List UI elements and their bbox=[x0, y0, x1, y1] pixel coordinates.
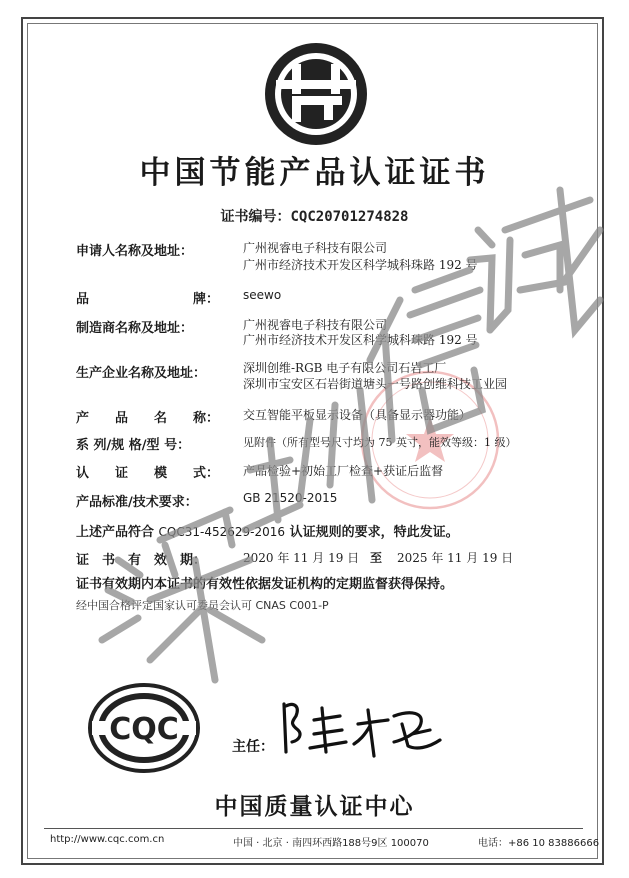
footer-divider bbox=[44, 828, 583, 829]
product-label: 产 品 名 称： bbox=[76, 411, 220, 426]
cqc-logo-text: CQC bbox=[109, 712, 179, 747]
product-value: 交互智能平板显示设备（具备显示器功能） bbox=[243, 408, 472, 422]
cqc-logo bbox=[88, 683, 200, 773]
validity-label: 证 书 有 效 期： bbox=[76, 553, 207, 568]
director-label: 主任： bbox=[232, 739, 274, 755]
factory-label: 生产企业名称及地址： bbox=[76, 366, 207, 381]
validity-from: 2020 年 11 月 19 日 bbox=[243, 551, 360, 565]
manufacturer-name: 广州视睿电子科技有限公司 bbox=[243, 318, 388, 332]
standard-label: 产品标准/技术要求： bbox=[76, 495, 198, 510]
cert-mode-label: 认 证 模 式： bbox=[76, 466, 220, 481]
footer-phone: 电话：+86 10 83886666 bbox=[478, 838, 600, 849]
brand-label: 品 牌： bbox=[76, 292, 220, 307]
conformity-prefix: 上述产品符合 bbox=[76, 525, 155, 540]
energy-saving-logo bbox=[262, 40, 370, 148]
manufacturer-address: 广州市经济技术开发区科学城科珠路 192 号 bbox=[243, 333, 478, 347]
manufacturer-label: 制造商名称及地址： bbox=[76, 321, 194, 336]
standard-value: GB 21520-2015 bbox=[243, 491, 338, 505]
model-label: 系 列/规 格/型 号： bbox=[76, 438, 191, 453]
cert-number-label: 证书编号： bbox=[220, 209, 291, 225]
conformity-statement bbox=[76, 521, 459, 540]
footer-address: 中国 · 北京 · 南四环西路188号9区 100070 bbox=[233, 838, 429, 849]
certificate-number-row bbox=[0, 206, 629, 226]
cert-mode-value: 产品检验+初始工厂检查+获证后监督 bbox=[243, 464, 444, 478]
cert-number: CQC20701274828 bbox=[290, 209, 409, 225]
applicant-name: 广州视睿电子科技有限公司 bbox=[243, 241, 388, 255]
organization-name: 中国质量认证中心 bbox=[214, 794, 415, 820]
factory-name: 深圳创维-RGB 电子有限公司石岩工厂 bbox=[243, 361, 447, 375]
accreditation-note: 经中国合格评定国家认可委员会认可 CNAS C001-P bbox=[76, 599, 329, 612]
validity-to: 2025 年 11 月 19 日 bbox=[397, 551, 514, 565]
conformity-suffix: 认证规则的要求，特此发证。 bbox=[289, 525, 459, 540]
model-value: 见附件（所有型号尺寸均为 75 英寸，能效等级：1 级） bbox=[243, 436, 517, 449]
footer-website: http://www.cqc.com.cn bbox=[50, 834, 165, 845]
factory-address: 深圳市宝安区石岩街道塘头一号路创维科技工业园 bbox=[243, 377, 508, 391]
validity-note: 证书有效期内本证书的有效性依据发证机构的定期监督获得保持。 bbox=[76, 577, 454, 592]
brand-value: seewo bbox=[243, 288, 282, 302]
certificate-title: 中国节能产品认证证书 bbox=[139, 155, 490, 191]
conformity-rule: CQC31-452629-2016 bbox=[158, 525, 286, 539]
director-signature bbox=[270, 690, 455, 765]
applicant-address: 广州市经济技术开发区科学城科珠路 192 号 bbox=[243, 258, 478, 272]
validity-to-word: 至 bbox=[370, 551, 383, 565]
applicant-label: 申请人名称及地址： bbox=[76, 244, 194, 259]
